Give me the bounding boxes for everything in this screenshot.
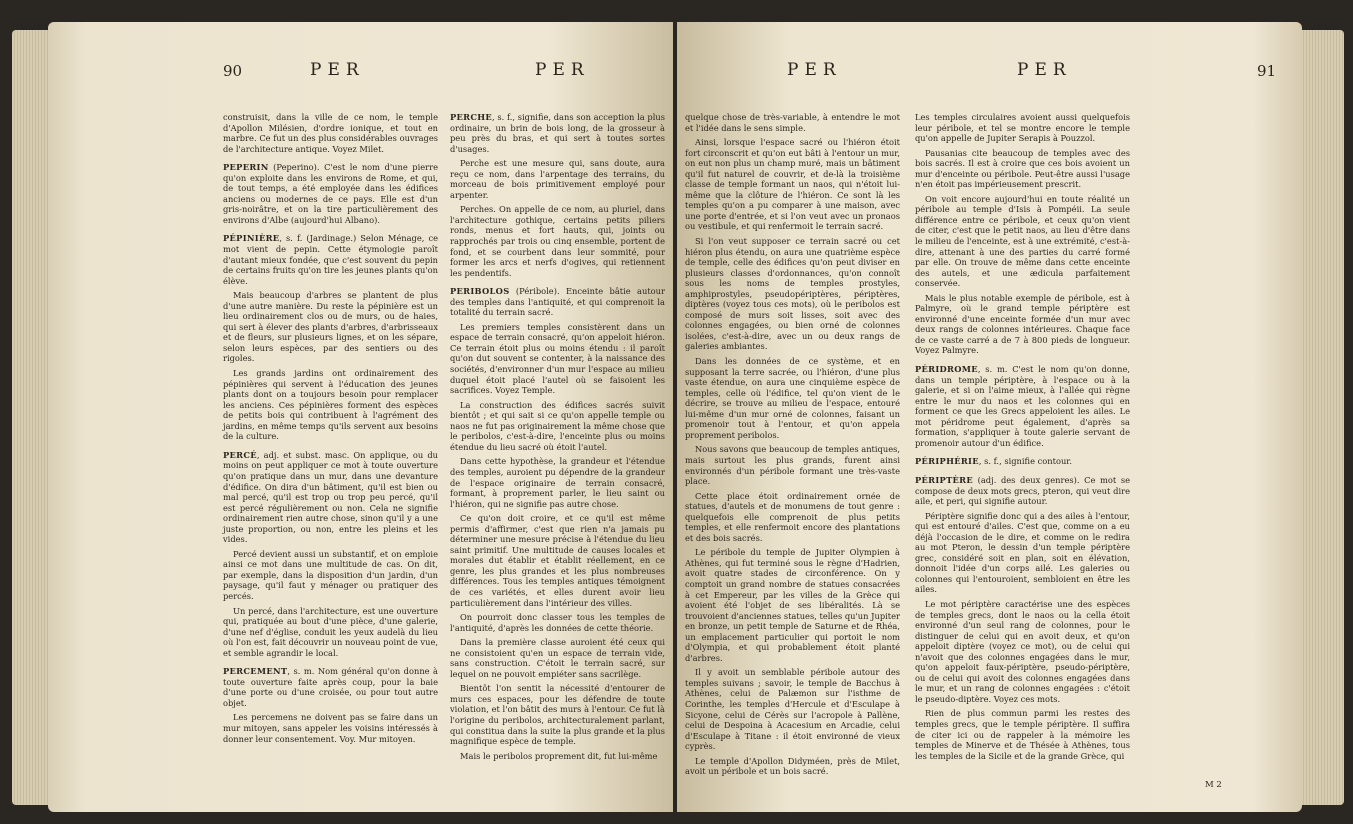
paragraph-text: Percé devient aussi un substantif, et on emploie ainsi ce mot dans une multitude de cas. On dit, par exemple, dans la disposition d'un jardin, d'un paysage, qu'il faut y ménager ou pratiquer des percés.: [223, 548, 438, 601]
right-header-right: PER: [1017, 60, 1072, 80]
paragraph-text: On voit encore aujourd'hui en toute réalité un péribole au temple d'Isis à Pompéii. La seule différence entre ce péribole, et ceux qu'on vient de citer, c'est que le petit naos, au lieu d'être dans le milieu de l'enceinte, est à une extrémité, c'est-à-dire, attenant à une des parties du carré formé par elle. On trouve de même dans cette enceinte des autels, et une ædicula parfaitement conservée.: [915, 193, 1130, 289]
paragraph-text: , s. m. C'est le nom qu'on donne, dans un temple périptère, à l'espace ou à la galerie, et si on l'aime mieux, à l'allée qui règne entre le mur du naos et les colonnes qui en forment ce que les Grecs appeloient les ailes. Le mot péridrome peut également, d'après sa formation, s'appliquer à toute galerie servant de promenoir autour d'un édifice.: [915, 364, 1130, 448]
paragraph: [915, 708, 1130, 761]
paragraph-text: Les premiers temples consistèrent dans un espace de terrain consacré, qu'on appeloit hiéron. Ce terrain étoit plus ou moins étendu : il paroît qu'on dut souvent se contenter, à la naissance des sociétés, d'environner d'un mur l'espace au milieu duquel étoit placé l'autel où se faisoient les sacrifices. Voyez Temple.: [450, 321, 665, 396]
paragraph-text: Mais beaucoup d'arbres se plantent de plus d'une autre manière. Du reste la pépinière est un lieu ordinairement clos ou de murs, ou de haies, qui sert à élever des plants d'arbres, d'arbrisseaux et de fleurs, sur plusieurs lignes, et on les sépare, selon leurs espèces, par des sentiers ou des rigoles.: [223, 290, 438, 364]
left-page-edges: [12, 30, 50, 805]
paragraph: [450, 683, 665, 746]
paragraph: [450, 637, 665, 679]
paragraph: [915, 599, 1130, 704]
entry-headword: PEPERIN: [223, 162, 269, 173]
paragraph: [223, 290, 438, 364]
dictionary-entry: [915, 456, 1130, 467]
paragraph-text: (adj. des deux genres). Ce mot se compose de deux mots grecs, pteron, qui veut dire aile, et peri, qui signifie autour.: [915, 474, 1130, 507]
dictionary-entry: [915, 475, 1130, 507]
paragraph-text: Pausanias cite beaucoup de temples avec des bois sacrés. Il est à croire que ces bois avoient un mur d'enceinte ou péribole. Peut-être aussi l'usage n'en étoit pas impérieusement prescrit.: [915, 147, 1130, 190]
right-header-left: PER: [787, 60, 842, 80]
paragraph: [450, 204, 665, 278]
paragraph-text: Le mot périptère caractérise une des espèces de temples grecs, dont le naos ou la cella étoit environné d'un seul rang de colonnes, pour le distinguer de celui qui en avoit deux, et qu'on appeloit diptère (voyez ce mot), ou de celui qui n'avoit que des colonnes engagées dans le mur, qu'on appeloit faux-périptère, pseudo-périptère, ou de celui qui avoit des colonnes engagées dans le mur, et un rang de colonnes engagées : c'étoit le pseudo-diptère. Voyez ces mots.: [915, 598, 1130, 704]
paragraph-text: Dans cette hypothèse, la grandeur et l'étendue des temples, auroient pu dépendre de la grandeur de l'espace originaire de terrain consacré, formant, à proprement parler, le lieu saint ou l'hiéron, qui ne signifie pas autre chose.: [450, 456, 665, 509]
paragraph: [685, 667, 900, 751]
dictionary-entry: [450, 286, 665, 318]
right-page: [677, 22, 1302, 812]
dictionary-entry: [450, 112, 665, 154]
paragraph-text: Les percemens ne doivent pas se faire dans un mur mitoyen, sans appeler les voisins intéressés à donner leur consentement. Voy. Mur mitoyen.: [223, 712, 438, 744]
paragraph-text: , s. f., signifie contour.: [978, 456, 1072, 467]
left-column-1: [223, 112, 438, 748]
right-page-edges: [1300, 30, 1344, 805]
dictionary-entry: [223, 233, 438, 286]
paragraph-text: Perche est une mesure qui, sans doute, aura reçu ce nom, dans l'arpentage des terrains, du morceau de bois primitivement employé pour arpenter.: [450, 158, 665, 200]
paragraph: [223, 606, 438, 659]
paragraph: [685, 356, 900, 440]
paragraph-text: (Péribole). Enceinte bâtie autour des temples dans l'antiquité, et qui comprenoit la totalité du terrain sacré.: [450, 286, 665, 318]
paragraph-text: Ce qu'on doit croire, et ce qu'il est même permis d'affirmer, c'est que rien n'a jamais pu déterminer une mesure précise à l'étendue du lieu saint primitif. Une multitude de causes locales et morales dut établir et établit réellement, en ce genre, les plus grandes et les plus nombreuses différences. Tous les temples antiques témoignent de ces variétés, et elles durent avoir lieu particulièrement dans l'intérieur des villes.: [450, 513, 665, 608]
paragraph-text: Ainsi, lorsque l'espace sacré ou l'hiéron étoit fort circonscrit et qu'on eut bâti à l'entour un mur, on eut non plus un champ muré, mais un bâtiment qu'il fut naturel de couvrir, et de-là la troisième classe de temple formant un naos, qui n'étoit lui-même que la clôture de l'hiéron. Ce sont là les temples qu'on a pu comparer à une maison, avec une porte d'entrée, et si l'on veut avec un pronaos ou vestibule, et qui renfermoit le terrain sacré.: [685, 137, 900, 232]
paragraph-text: construisit, dans la ville de ce nom, le temple d'Apollon Milésien, d'ordre ionique, et tout en marbre. Ce fut un des plus considérables ouvrages de l'architecture antique. Voyez Milet.: [223, 112, 438, 154]
paragraph-text: Perches. On appelle de ce nom, au pluriel, dans l'architecture gothique, certains petits piliers ronds, menus et fort hauts, qui, joints ou rapprochés par trois ou cinq ensemble, portent de fond, et se courbent dans leur sommité, pour former les arcs et nerfs d'ogives, qui retiennent les pendentifs.: [450, 204, 665, 278]
paragraph: [915, 511, 1130, 595]
left-header-left: PER: [310, 60, 365, 80]
left-page: [48, 22, 673, 812]
paragraph: [450, 751, 665, 762]
paragraph-text: Nous savons que beaucoup de temples antiques, mais surtout les plus grands, furent ainsi environnés d'un péribole formant une très-vaste place.: [685, 444, 900, 487]
dictionary-entry: [223, 162, 438, 225]
paragraph: [685, 112, 900, 133]
left-page-number: 90: [223, 62, 243, 80]
dictionary-entry: [223, 666, 438, 708]
paragraph: [223, 368, 438, 442]
paragraph-text: (Peperino). C'est le nom d'une pierre qu'on exploite dans les environs de Rome, et qui, de tout temps, a été employée dans les édifices anciens ou modernes de ce pays. Elle est d'un gris-noirâtre, et on la tire particulièrement des environs d'Albe (aujourd'hui Albano).: [223, 162, 438, 225]
paragraph: [450, 158, 665, 200]
paragraph-text: Le péribole du temple de Jupiter Olympien à Athènes, qui fut terminé sous le règne d'Hadrien, avoit quatre stades de circonférence. On y comptoit un grand nombre de statues consacrées à cet Empereur, par les villes de la Grèce qui avoient été l'objet de ses libéralités. Là se trouvoient d'anciennes statues, telles qu'un Jupiter en bronze, un petit temple de Saturne et de Rhéa, un emplacement particulier qui portoit le nom d'Olympia, et qui probablement étoit planté d'arbres.: [685, 547, 900, 663]
dictionary-entry: [223, 450, 438, 545]
paragraph: [685, 491, 900, 544]
entry-headword: PÉRIPHÉRIE: [915, 456, 979, 467]
paragraph: [223, 112, 438, 154]
paragraph: [450, 612, 665, 633]
paragraph-text: , adj. et subst. masc. On applique, ou du moins on peut appliquer ce mot à toute ouverture qu'on pratique dans un mur, dans une devanture d'édifice. On dira d'un bâtiment, qu'il est bien ou mal percé, qu'il est trop ou trop peu percé, qu'il est percé régulièrement ou non. Cela ne signifie ordinairement rien autre chose, sinon qu'il y a une juste proportion, ou non, entre les pleins et les vides.: [223, 449, 438, 545]
entry-headword: PERIBOLOS: [450, 286, 510, 297]
paragraph-text: , s. f., signifie, dans son acception la plus ordinaire, un brin de bois long, de la grosseur à peu près du bras, et qui sert à toutes sortes d'usages.: [450, 112, 665, 154]
paragraph: [685, 444, 900, 486]
entry-headword: PERCÉ: [223, 449, 257, 460]
paragraph: [223, 549, 438, 602]
entry-headword: PÉRIDROME: [915, 364, 978, 375]
paragraph-text: Périptère signifie donc qui a des ailes à l'entour, qui est entouré d'ailes. C'est que, comme on a eu déjà l'occasion de le dire, et comme on le redira au mot Pteron, le dessin d'un temple périptère grec, considéré soit en plan, soit en élévation, donnoit l'idée d'un corps ailé. Les galeries ou colonnes qui l'entouroient, sembloient en être les ailes.: [915, 510, 1130, 595]
right-column-2: [915, 112, 1130, 765]
right-page-number: 91: [1257, 62, 1277, 80]
paragraph-text: Si l'on veut supposer ce terrain sacré ou cet hiéron plus étendu, on aura une quatrième espèce de temple, celle des édifices qu'on peut diviser en plusieurs classes d'ordonnances, qu'on connoît sous les noms de temples prostyles, amphiprostyles, pseudopériptères, périptères, diptères (voyez tous ces mots), où le peribolos est composé de murs soit lisses, soit avec des colonnes engagées, ou bien orné de colonnes isolées, c'est-à-dire, avec un ou deux rangs de galeries ambiantes.: [685, 236, 900, 352]
paragraph-text: Dans les données de ce système, et en supposant la terre sacrée, ou l'hiéron, d'une plus vaste étendue, on aura une cinquième espèce de temples, celle où l'édifice, tel qu'on vient de le décrire, se trouve au milieu de l'espace, entouré lui-même d'un mur orné de colonnes, faisant un promenoir tout à l'entour, et qu'on appela proprement peribolos.: [685, 356, 900, 440]
paragraph-text: Mais le plus notable exemple de péribole, est à Palmyre, où le grand temple périptère est environné d'une enceinte formée d'un mur avec deux rangs de colonnes intérieures. Chaque face de ce vaste carré a de 7 à 800 pieds de longueur. Voyez Palmyre.: [915, 292, 1130, 356]
paragraph: [450, 456, 665, 509]
entry-headword: PERCHE: [450, 112, 493, 122]
paragraph-text: On pourroit donc classer tous les temples de l'antiquité, d'après les données de cette théorie.: [450, 612, 665, 633]
paragraph-text: Le temple d'Apollon Didyméen, près de Milet, avoit un péribole et un bois sacré.: [685, 755, 900, 777]
right-column-1: [685, 112, 900, 781]
paragraph-text: Un percé, dans l'architecture, est une ouverture qui, pratiquée au bout d'une pièce, d'une galerie, d'une nef d'église, conduit les yeux audelà du lieu où l'on est, fait découvrir un nouveau point de vue, et semble agrandir le local.: [223, 605, 438, 658]
paragraph: [915, 112, 1130, 144]
paragraph: [685, 547, 900, 663]
paragraph-text: La construction des édifices sacrés suivit bientôt ; et qui sait si ce qu'on appelle temple ou naos ne fut pas originairement la même chose que le peribolos, c'est-à-dire, l'enceinte plus ou moins étendue du lieu sacré où étoit l'autel.: [450, 399, 665, 452]
paragraph-text: Les temples circulaires avoient aussi quelquefois leur péribole, et tel se montre encore le temple qu'on appelle de Jupiter Serapis à Pouzzol.: [915, 112, 1130, 144]
dictionary-entry: [915, 364, 1130, 448]
paragraph-text: quelque chose de très-variable, à entendre le mot et l'idée dans le sens simple.: [685, 112, 900, 133]
paragraph: [223, 712, 438, 744]
paragraph: [915, 194, 1130, 289]
left-column-2: [450, 112, 665, 765]
paragraph-text: , s. f. (Jardinage.) Selon Ménage, ce mot vient de pepin. Cette étymologie paroît d'autant mieux fondée, que c'est souvent du pepin de certains fruits qu'on tire les jeunes plants qu'on élève.: [223, 233, 438, 286]
entry-headword: PÉPINIÈRE: [223, 233, 280, 244]
paragraph: [685, 756, 900, 777]
paragraph: [450, 513, 665, 608]
signature-mark: M 2: [1205, 780, 1222, 790]
paragraph: [685, 137, 900, 232]
paragraph: [915, 148, 1130, 190]
paragraph-text: Cette place étoit ordinairement ornée de statues, d'autels et de monumens de tout genre : quelquefois elle comprenoit de plus petits temples, et elle renfermoit encore des plantations et des bois sacrés.: [685, 490, 900, 543]
entry-headword: PERCEMENT: [223, 666, 288, 677]
paragraph: [450, 322, 665, 396]
paragraph: [915, 293, 1130, 356]
paragraph-text: Les grands jardins ont ordinairement des pépinières qui servent à l'éducation des jeunes plants dont on a toujours besoin pour remplacer les anciens. Ces pépinières forment des espèces de petits bois qui contribuent à l'agrément des jardins, en même temps qu'ils servent aux besoins de la culture.: [223, 368, 438, 442]
paragraph-text: Rien de plus commun parmi les restes des temples grecs, que le temple périptère. Il suffira de citer ici ou de rappeler à la mémoire les temples de Minerve et de Thésée à Athènes, tous les temples de la Sicile et de la grande Grèce, qui: [915, 708, 1130, 761]
entry-headword: PÉRIPTÈRE: [915, 474, 973, 485]
paragraph-text: Dans la première classe auroient été ceux qui ne consistoient qu'en un espace de terrain vide, sans construction. C'étoit le terrain sacré, sur lequel on ne pouvoit empiéter sans sacrilège.: [450, 637, 665, 679]
paragraph: [450, 400, 665, 453]
paragraph-text: Mais le peribolos proprement dit, fut lui-même: [460, 750, 658, 761]
paragraph-text: Il y avoit un semblable péribole autour des temples suivans ; savoir, le temple de Bacchus à Athènes, celui de Palæmon sur l'isthme de Corinthe, les temples d'Hercule et d'Esculape à Sicyone, celui de Cérès sur l'acropole à Pallène, celui de Despoina à Acacesium en Arcadie, celui d'Esculape à Titane : il étoit environné de vieux cyprès.: [685, 667, 900, 752]
left-header-right: PER: [535, 60, 590, 80]
paragraph-text: Bientôt l'on sentit la nécessité d'entourer de murs ces espaces, pour les défendre de toute violation, et l'on bâtit des murs à l'entour. Ce fut là l'origine du peribolos, architecturalement parlant, qui constitua dans la suite la plus grande et la plus magnifique espèce de temple.: [450, 683, 665, 747]
paragraph-text: , s. m. Nom général qu'on donne à toute ouverture faite après coup, pour la baie d'une porte ou d'une croisée, ou pour tout autre objet.: [223, 666, 438, 708]
paragraph: [685, 236, 900, 352]
